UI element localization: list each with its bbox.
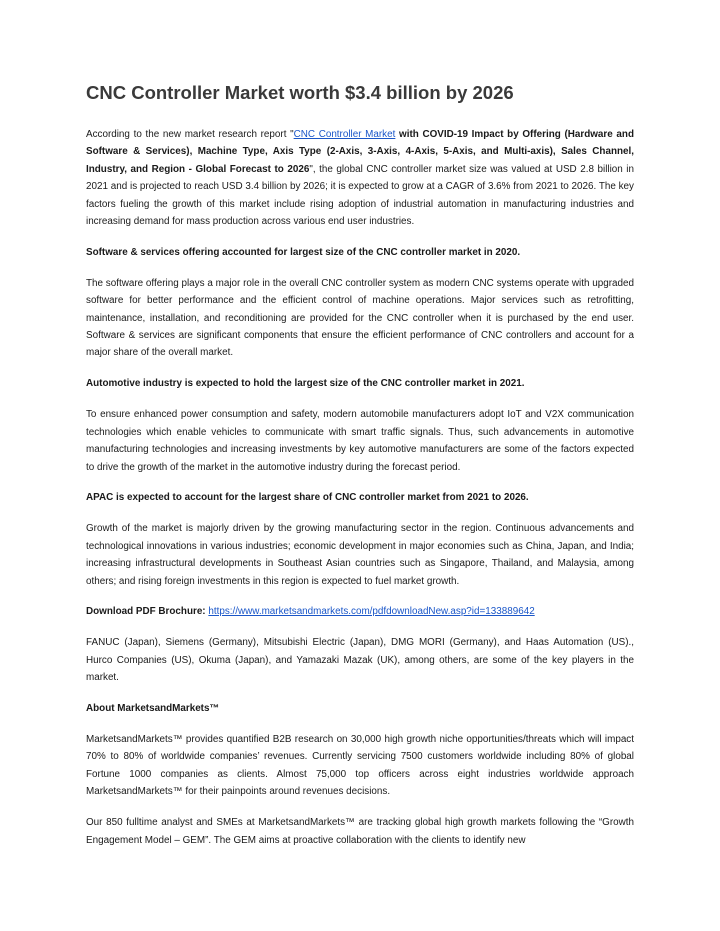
section2-heading: Automotive industry is expected to hold the largest size of the CNC controller market in 2021.: [86, 378, 525, 390]
report-link[interactable]: CNC Controller Market: [293, 129, 396, 140]
section1-body: The software offering plays a major role in the overall CNC controller system as modern CNC systems operate with upgraded software for better performance and the efficient control of machine operations. Major services such as retrofitting, maintenance, installation, and reconditioning are provided for the CNC controller when it is purchased by the end user. Software & services are significant components that ensure the efficient performance of CNC controllers and account for a major share of the overall market.: [86, 277, 634, 359]
intro-paragraph: [86, 126, 634, 230]
brochure-link[interactable]: https://www.marketsandmarkets.com/pdfdownloadNew.asp?id=133889642: [208, 606, 535, 618]
key-players-paragraph: FANUC (Japan), Siemens (Germany), Mitsubishi Electric (Japan), DMG MORI (Germany), and Haas Automation (US)., Hurco Companies (US), Okuma (Japan), and Yamazaki Mazak (UK), among others, are some of the key players in the market.: [86, 637, 634, 684]
report-title: with COVID-19 Impact by Offering (Hardware and Software & Services), Machine Type, Axis Type (2-Axis, 3-Axis, 4-Axis, 5-Axis, and Multi-axis), Sales Channel, Industry, and Region - Global Forecast to 2026: [86, 129, 634, 175]
about-paragraph-1: MarketsandMarkets™ provides quantified B2B research on 30,000 high growth niche opportunities/threats which will impact 70% to 80% of worldwide companies’ revenues. Currently servicing 7500 customers worldwide including 80% of global Fortune 1000 companies as clients. Almost 75,000 top officers across eight industries worldwide approach MarketsandMarkets™ for their painpoints around revenues decisions.: [86, 733, 634, 798]
page-title: CNC Controller Market worth $3.4 billion by 2026: [86, 82, 514, 103]
intro-pre: According to the new market research report ": [86, 129, 294, 140]
brochure-paragraph: [86, 603, 634, 620]
brochure-label: Download PDF Brochure:: [86, 606, 209, 618]
about-paragraph-2: Our 850 fulltime analyst and SMEs at MarketsandMarkets™ are tracking global high growth markets following the “Growth Engagement Model – GEM”. The GEM aims at proactive collaboration with the clients to identify new: [86, 817, 634, 846]
section2-body: To ensure enhanced power consumption and safety, modern automobile manufacturers adopt IoT and V2X communication technologies which enable vehicles to communicate with smart traffic signals. Thus, such advancements in automotive manufacturing technologies and increasing investments by key automotive manufacturers are some of the factors expected to drive the growth of the market in the automotive industry during the forecast period.: [86, 409, 634, 473]
section3-body: Growth of the market is majorly driven by the growing manufacturing sector in the region. Continuous advancements and technological innovations in various industries; economic development in major economies such as China, Japan, and India; increasing infrastructural developments in Southeast Asian countries such as Singapore, Thailand, and Malaysia, among others; and rising foreign investments in this region is expected to fuel market growth.: [86, 523, 634, 587]
intro-post: ", the global CNC controller market size was valued at USD 2.8 billion in 2021 and is projected to reach USD 3.4 billion by 2026; it is expected to grow at a CAGR of 3.6% from 2021 to 2026. The key factors fueling the growth of this market include rising adoption of industrial automation in manufacturing industries and increasing demand for mass production across various end user industries.: [86, 163, 634, 228]
about-heading: About MarketsandMarkets™: [86, 703, 220, 715]
section1-heading: Software & services offering accounted for largest size of the CNC controller market in 2020.: [86, 246, 521, 258]
section3-heading: APAC is expected to account for the largest share of CNC controller market from 2021 to 2026.: [86, 492, 529, 504]
